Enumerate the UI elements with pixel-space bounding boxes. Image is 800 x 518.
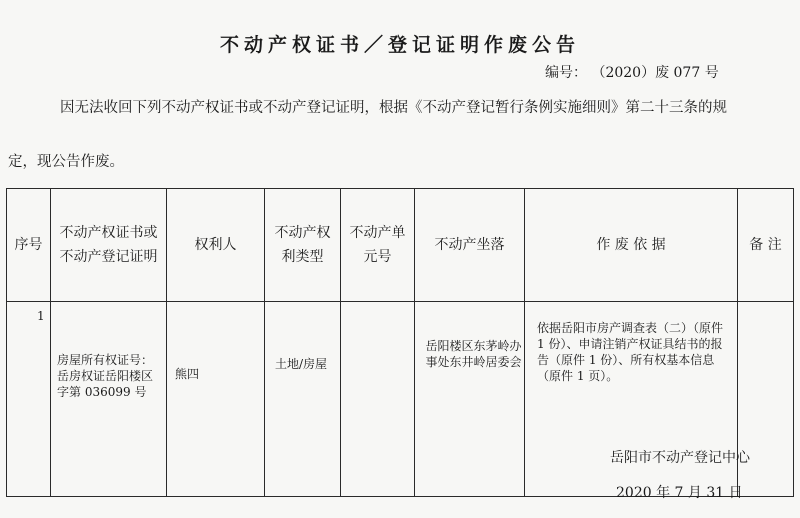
column-header-certificate: 不动产权证书或不动产登记证明: [51, 189, 167, 302]
issuing-authority: 岳阳市不动产登记中心: [610, 450, 750, 466]
intro-line-2: 定，现公告作废。: [8, 154, 124, 170]
cell-unit-number: [341, 302, 415, 497]
issue-date: 2020 年 7 月 31 日: [616, 485, 743, 501]
table-header-row: [7, 189, 794, 302]
column-header-remarks: 备 注: [738, 189, 794, 302]
cell-certificate: 房屋所有权证号：岳房权证岳阳楼区字第 036099 号: [51, 302, 167, 497]
column-header-basis: 作 废 依 据: [525, 189, 738, 302]
column-header-owner: 权利人: [167, 189, 265, 302]
cell-seq: 1: [7, 302, 51, 497]
cell-right-type: 土地/房屋: [265, 302, 341, 497]
cell-location: 岳阳楼区东茅岭办事处东井岭居委会: [415, 302, 525, 497]
column-header-seq: 序号: [7, 189, 51, 302]
document-title: 不动产权证书／登记证明作废公告: [219, 34, 580, 56]
cell-basis: 依据岳阳市房产调查表（二）（原件 1 份）、申请注销产权证具结书的报告（原件 1 份）、所有权基本信息（原件 1 页）。: [525, 302, 738, 497]
column-header-location: 不动产坐落: [415, 189, 525, 302]
cell-owner: 熊四: [167, 302, 265, 497]
column-header-unit-number: 不动产单元号: [341, 189, 415, 302]
table-row: [7, 302, 794, 497]
intro-line-1: 因无法收回下列不动产权证书或不动产登记证明，根据《不动产登记暂行条例实施细则》第二十三条的规: [60, 100, 727, 116]
column-header-right-type: 不动产权利类型: [265, 189, 341, 302]
cell-remarks: [738, 302, 794, 497]
document-number: 编号： （2020）废 077 号: [545, 65, 719, 81]
